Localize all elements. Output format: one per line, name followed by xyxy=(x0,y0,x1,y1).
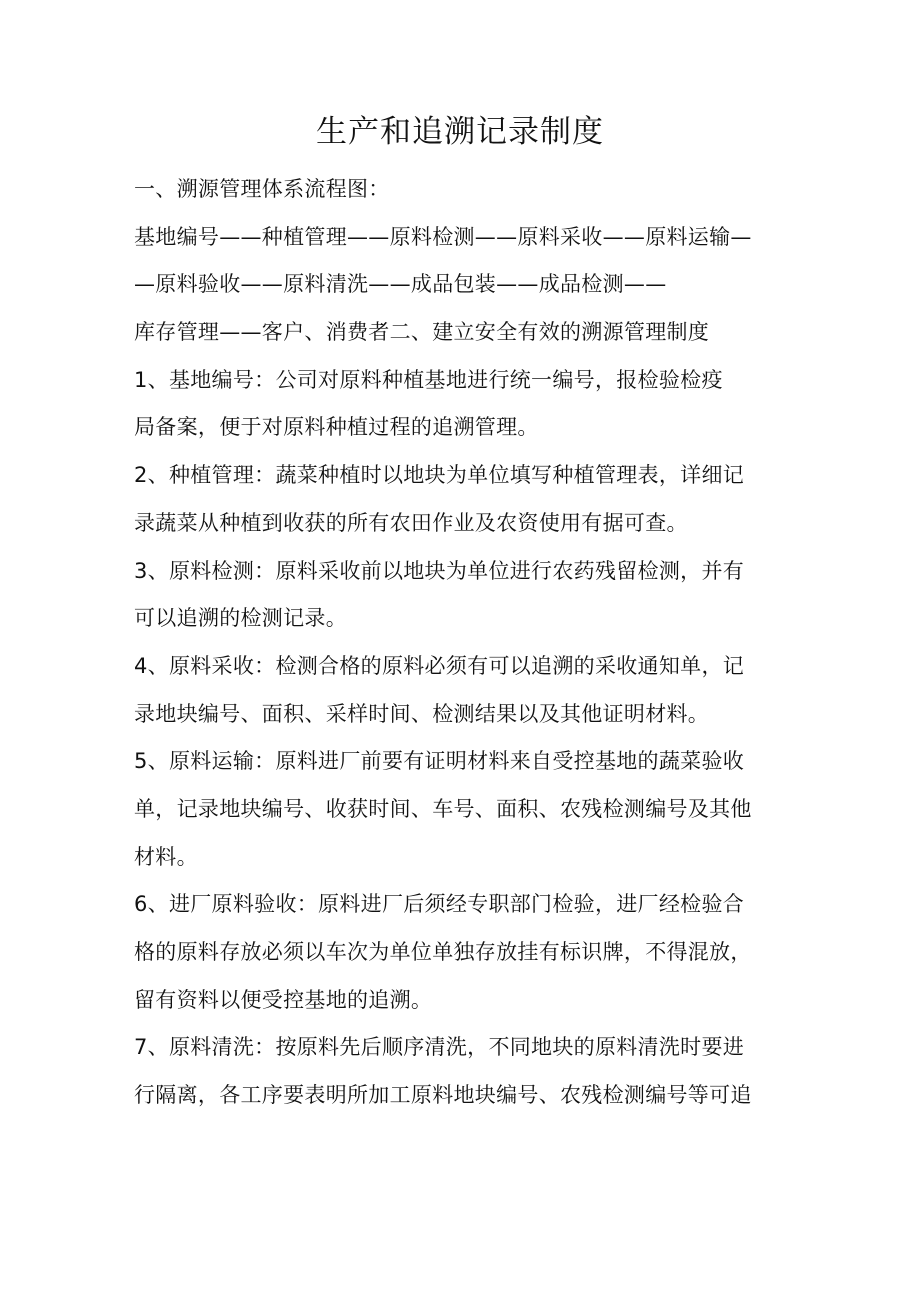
text-line: 可以追溯的检测记录。 xyxy=(134,606,347,631)
text-line: 5、原料运输：原料进厂前要有证明材料来自受控基地的蔬菜验收 xyxy=(134,749,745,774)
text-line: 材料。 xyxy=(134,844,198,869)
document-title: 生产和追溯记录制度 xyxy=(316,114,604,150)
text-line: 库存管理——客户、消费者二、建立安全有效的溯源管理制度 xyxy=(134,320,710,345)
text-line: 基地编号——种植管理——原料检测——原料采收——原料运输— xyxy=(134,224,752,249)
text-line: 单，记录地块编号、收获时间、车号、面积、农残检测编号及其他 xyxy=(134,796,752,821)
text-line: 6、进厂原料验收：原料进厂后须经专职部门检验，进厂经检验合 xyxy=(134,892,745,917)
text-line: —原料验收——原料清洗——成品包装——成品检测—— xyxy=(134,272,667,297)
text-line: 4、原料采收：检测合格的原料必须有可以追溯的采收通知单，记 xyxy=(134,653,745,678)
text-line: 3、原料检测：原料采收前以地块为单位进行农药残留检测，并有 xyxy=(134,558,745,583)
text-line: 留有资料以便受控基地的追溯。 xyxy=(134,987,433,1012)
text-line: 录地块编号、面积、采样时间、检测结果以及其他证明材料。 xyxy=(134,701,710,726)
text-line: 行隔离，各工序要表明所加工原料地块编号、农残检测编号等可追 xyxy=(134,1083,752,1108)
text-line: 局备案，便于对原料种植过程的追溯管理。 xyxy=(134,415,539,440)
document-body xyxy=(134,172,814,1126)
text-line: 1、基地编号：公司对原料种植基地进行统一编号，报检验检疫 xyxy=(134,367,723,392)
text-line: 2、种植管理：蔬菜种植时以地块为单位填写种植管理表，详细记 xyxy=(134,463,745,488)
text-line: 录蔬菜从种植到收获的所有农田作业及农资使用有据可查。 xyxy=(134,510,688,535)
text-line: 一、溯源管理体系流程图： xyxy=(134,177,390,201)
text-line: 7、原料清洗：按原料先后顺序清洗，不同地块的原料清洗时要进 xyxy=(134,1035,745,1060)
text-line: 格的原料存放必须以车次为单位单独存放挂有标识牌，不得混放， xyxy=(134,940,752,964)
